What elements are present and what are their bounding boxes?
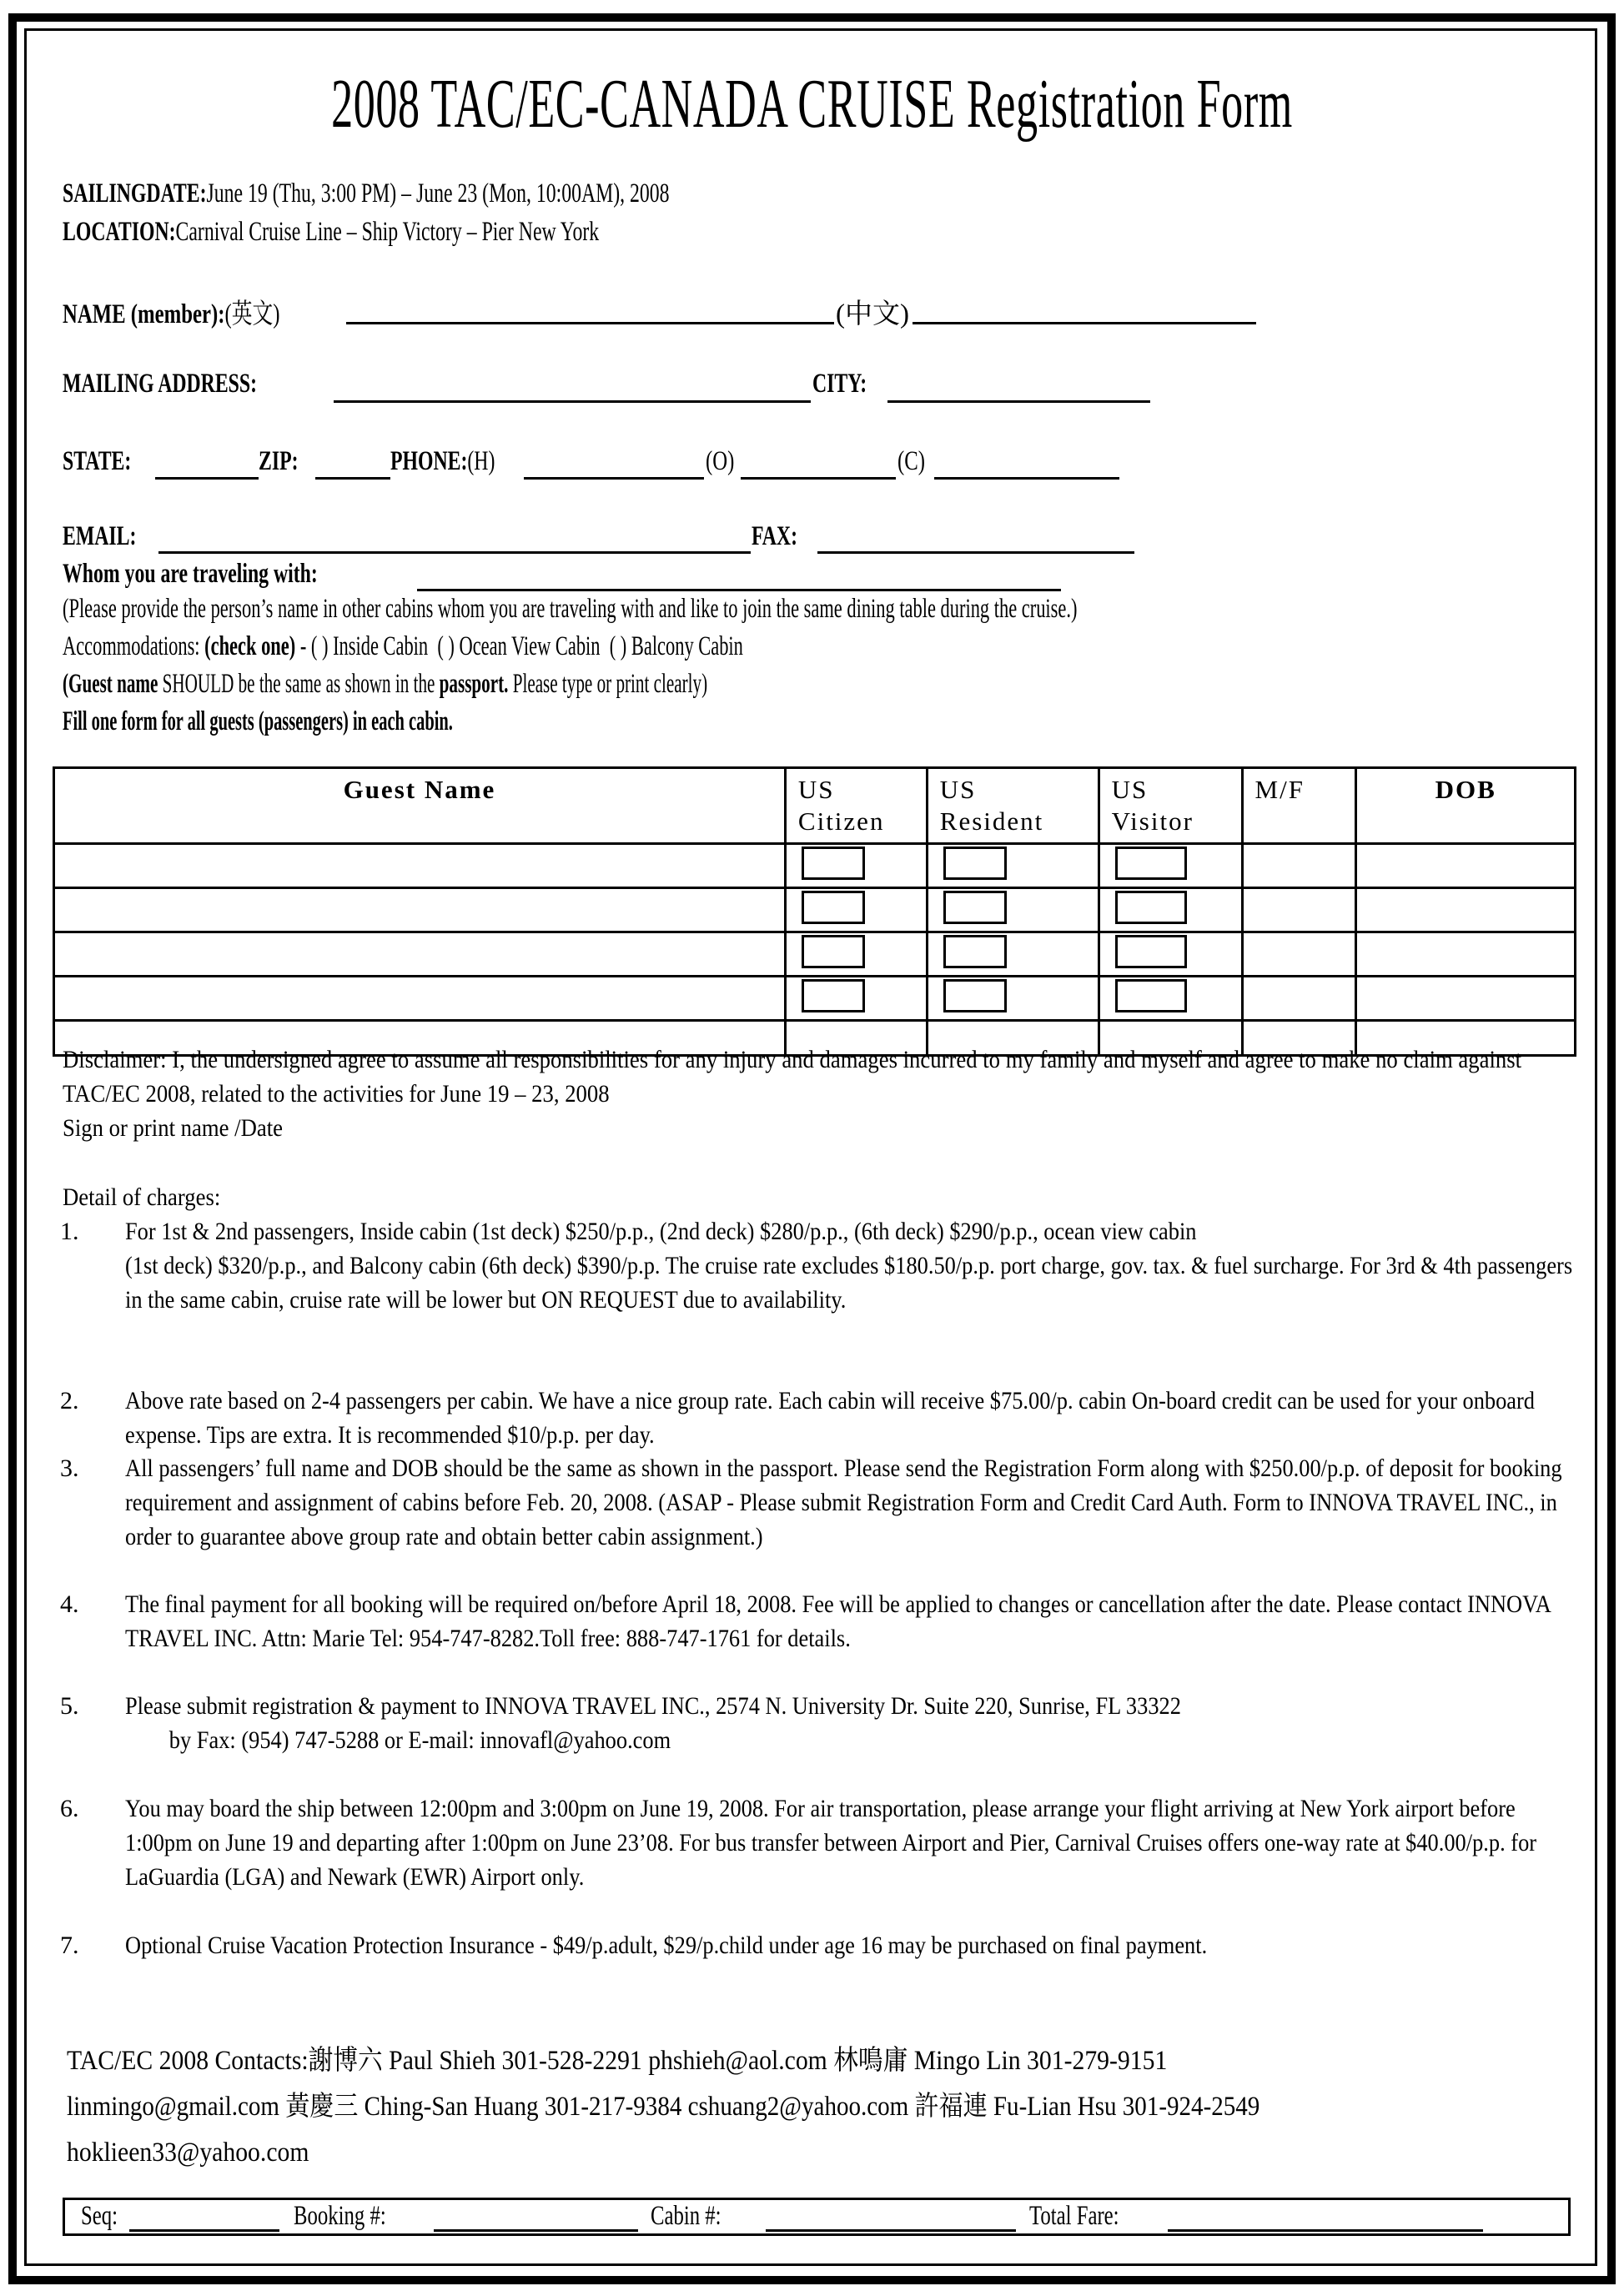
- guest-table: [53, 766, 1576, 1057]
- dob-cell[interactable]: [1356, 888, 1576, 932]
- guest-row: [54, 844, 1576, 888]
- phone-cell-label: (C): [897, 446, 925, 476]
- zip-field[interactable]: [315, 477, 390, 480]
- state-label-wrap: [63, 446, 158, 477]
- us-resident-checkbox[interactable]: [943, 979, 1007, 1012]
- guest-name-cell[interactable]: [54, 932, 786, 977]
- fax-label-wrap: [752, 521, 815, 552]
- us-visitor-cell[interactable]: [1099, 977, 1242, 1021]
- gender-cell[interactable]: [1242, 932, 1356, 977]
- total-fare-label: Total Fare:: [1029, 2201, 1119, 2231]
- city-label: CITY:: [812, 369, 867, 399]
- contacts-line-1: TAC/EC 2008 Contacts:謝博六 Paul Shieh 301-528-2291 phshieh@aol.com 林鳴庸 Mingo Lin 301-279-9151: [67, 2046, 1168, 2076]
- charge-item-4: 4. The final payment for all booking will be required on/before April 18, 2008. Fee will be applied to changes or cancellation after the date. Please contact INNOVA TRAVEL INC. Attn: Marie Tel: 954-747-8282.Toll free: 888-747-1761 for details.: [60, 1590, 1551, 1652]
- us-citizen-cell[interactable]: [785, 844, 927, 888]
- option-balcony-cabin[interactable]: ( ) Balcony Cabin: [609, 631, 743, 661]
- charge-item-5: 5. Please submit registration & payment to INNOVA TRAVEL INC., 2574 N. University Dr. Suite 220, Sunrise, FL 33322 by Fax: (954) 747-5288 or E-mail: innovafl@yahoo.com: [125, 1689, 1576, 1757]
- booking-field[interactable]: [434, 2229, 638, 2232]
- charge-item-1: 1. For 1st & 2nd passengers, Inside cabin (1st deck) $250/p.p., (2nd deck) $280/p.p., (6th deck) $290/p.p., ocean view cabin (1st deck) $320/p.p., and Balcony cabin (6th deck) $390/p.p. The cruise rate excludes $180.50/p.p. port charge, gov. tax. & fuel surcharge. For 3rd & 4th passengers in the same cabin, cruise rate will be lower but ON REQUEST due to availability.: [60, 1218, 1573, 1314]
- email-label-wrap: [63, 521, 165, 552]
- sailing-date-line: [63, 178, 906, 209]
- us-visitor-cell[interactable]: [1099, 932, 1242, 977]
- header-us-resident: US Resident: [927, 768, 1099, 844]
- header-dob: DOB: [1356, 768, 1576, 844]
- state-label: STATE:: [63, 446, 132, 476]
- charge-item-6: 6. You may board the ship between 12:00pm and 3:00pm on June 19, 2008. For air transportation, please arrange your flight arriving at New York airport before 1:00pm on June 19 and departing after 1:00pm on June 23’08. For bus transfer between Airport and Pier, Carnival Cruises offers one-way rate at $40.00/p.p. for LaGuardia (LGA) and Newark (EWR) Airport only.: [60, 1795, 1537, 1891]
- charge-item-3: 3. All passengers’ full name and DOB should be the same as shown in the passport. Please send the Registration Form along with $250.00/p.p. of deposit for booking requirement and assignment of cabins before Feb. 20, 2008. (ASAP - Please submit Registration Form and Credit Card Auth. Form to INNOVA TRAVEL INC., in order to guarantee above group rate and obtain better cabin assignment.): [60, 1454, 1562, 1550]
- phone-office-field[interactable]: [741, 477, 896, 480]
- form-title: 2008 TAC/EC-CANADA CRUISE Registration Form: [331, 65, 1293, 143]
- option-ocean-view-cabin[interactable]: ( ) Ocean View Cabin: [437, 631, 601, 661]
- guest-name-cell[interactable]: [54, 844, 786, 888]
- city-label-wrap: [812, 369, 887, 399]
- traveling-label-wrap: [63, 559, 417, 590]
- fax-field[interactable]: [817, 551, 1134, 554]
- guest-row: [54, 888, 1576, 932]
- header-us-visitor: US Visitor: [1099, 768, 1242, 844]
- location-line: [63, 217, 807, 248]
- dob-cell[interactable]: [1356, 932, 1576, 977]
- name-chinese-field[interactable]: [913, 322, 1256, 324]
- total-fare-field[interactable]: [1168, 2229, 1483, 2232]
- dob-cell[interactable]: [1356, 844, 1576, 888]
- zip-label-wrap: [259, 446, 314, 477]
- cabin-field[interactable]: [766, 2229, 1016, 2232]
- seq-label: Seq:: [81, 2201, 118, 2231]
- address-row: [63, 369, 333, 399]
- us-visitor-checkbox[interactable]: [1115, 979, 1187, 1012]
- us-visitor-checkbox[interactable]: [1115, 891, 1187, 924]
- traveling-note: (Please provide the person’s name in other cabins whom you are traveling with and like to join the same dining table during the cruise.): [63, 594, 1078, 624]
- header-guest-name: Guest Name: [54, 768, 786, 844]
- us-citizen-cell[interactable]: [785, 932, 927, 977]
- state-field[interactable]: [155, 477, 259, 480]
- charge-item-7: 7. Optional Cruise Vacation Protection Insurance - $49/p.adult, $29/p.child under age 16 may be purchased on final payment.: [60, 1932, 1208, 1959]
- us-resident-cell[interactable]: [927, 888, 1099, 932]
- cabin-label: Cabin #:: [651, 2201, 721, 2231]
- accommodations-row: Accommodations: (check one) - ( ) Inside Cabin ( ) Ocean View Cabin ( ) Balcony Cabin: [63, 631, 743, 661]
- guest-name-note: (Guest name SHOULD be the same as shown in the passport. Please type or print clearly): [63, 669, 708, 699]
- us-resident-checkbox[interactable]: [943, 935, 1007, 968]
- us-visitor-cell[interactable]: [1099, 888, 1242, 932]
- name-english-field[interactable]: [346, 322, 834, 324]
- name-english-label: (英文): [224, 299, 280, 329]
- us-citizen-cell[interactable]: [785, 888, 927, 932]
- seq-field[interactable]: [129, 2229, 279, 2232]
- phone-label-wrap: [390, 446, 535, 477]
- dob-cell[interactable]: [1356, 977, 1576, 1021]
- us-visitor-checkbox[interactable]: [1115, 847, 1187, 880]
- name-chinese-label: (中文): [836, 299, 909, 329]
- sign-line: Sign or print name /Date: [63, 1114, 283, 1142]
- guest-row: [54, 932, 1576, 977]
- sailing-date-label: SAILINGDATE:: [63, 178, 207, 208]
- contacts-line-2: linmingo@gmail.com 黃慶三 Ching-San Huang 301-217-9384 cshuang2@yahoo.com 許福連 Fu-Lian Hsu 301-924-2549: [67, 2092, 1260, 2122]
- us-resident-cell[interactable]: [927, 977, 1099, 1021]
- gender-cell[interactable]: [1242, 888, 1356, 932]
- guest-name-cell[interactable]: [54, 888, 786, 932]
- location-value: Carnival Cruise Line – Ship Victory – Pier New York: [175, 217, 600, 247]
- us-citizen-cell[interactable]: [785, 977, 927, 1021]
- name-row: [63, 292, 352, 331]
- guest-name-cell[interactable]: [54, 977, 786, 1021]
- guest-table-header: [54, 768, 1576, 844]
- accommodations-label: Accommodations:: [63, 631, 205, 661]
- us-visitor-checkbox[interactable]: [1115, 935, 1187, 968]
- gender-cell[interactable]: [1242, 844, 1356, 888]
- check-one-label: (check one): [204, 631, 296, 661]
- name-label: NAME (member):: [63, 299, 225, 329]
- city-field[interactable]: [887, 400, 1150, 403]
- charges-heading: Detail of charges:: [63, 1183, 221, 1211]
- option-inside-cabin[interactable]: ( ) Inside Cabin: [310, 631, 429, 661]
- phone-label: PHONE:: [390, 446, 468, 476]
- guest-row: [54, 977, 1576, 1021]
- us-citizen-checkbox[interactable]: [802, 979, 865, 1012]
- email-label: EMAIL:: [63, 521, 137, 551]
- traveling-with-field[interactable]: [417, 589, 1061, 591]
- us-citizen-checkbox[interactable]: [802, 847, 865, 880]
- us-citizen-checkbox[interactable]: [802, 935, 865, 968]
- header-us-citizen: US Citizen: [785, 768, 927, 844]
- us-resident-cell[interactable]: [927, 844, 1099, 888]
- us-visitor-cell[interactable]: [1099, 844, 1242, 888]
- fill-one-form-note: Fill one form for all guests (passengers) in each cabin.: [63, 706, 453, 736]
- phone-office-label: (O): [706, 446, 735, 476]
- charge-item-2: 2. Above rate based on 2-4 passengers per cabin. We have a nice group rate. Each cabin will receive $75.00/p. cabin On-board credit can be used for your onboard expense. Tips are extra. It is recommended $10/p.p. per day.: [60, 1387, 1536, 1449]
- us-resident-cell[interactable]: [927, 932, 1099, 977]
- fax-label: FAX:: [752, 521, 797, 551]
- zip-label: ZIP:: [259, 446, 299, 476]
- phone-home-field[interactable]: [524, 477, 704, 480]
- innova-fax-email: by Fax: (954) 747-5288 or E-mail: innovafl@yahoo.com: [168, 1726, 671, 1754]
- disclaimer-text: Disclaimer: I, the undersigned agree to assume all responsibilities for any injury and damages incurred to my family and myself and agree to make no claim against TAC/EC 2008, related to the activities for June 19 – 23, 2008: [63, 1046, 1522, 1108]
- us-resident-checkbox[interactable]: [943, 847, 1007, 880]
- sailing-date-value: June 19 (Thu, 3:00 PM) – June 23 (Mon, 10:00AM), 2008: [206, 178, 670, 208]
- header-mf: M/F: [1242, 768, 1356, 844]
- phone-cell-field[interactable]: [934, 477, 1119, 480]
- location-label: LOCATION:: [63, 217, 176, 247]
- phone-home-label: (H): [467, 446, 495, 476]
- us-citizen-checkbox[interactable]: [802, 891, 865, 924]
- mailing-address-label: MAILING ADDRESS:: [63, 369, 258, 399]
- disclaimer-block: [63, 1042, 1572, 1111]
- booking-label: Booking #:: [294, 2201, 386, 2231]
- us-resident-checkbox[interactable]: [943, 891, 1007, 924]
- email-field[interactable]: [158, 551, 751, 554]
- traveling-with-label: Whom you are traveling with:: [63, 559, 318, 589]
- mailing-address-field[interactable]: [334, 400, 811, 403]
- contacts-line-3: hoklieen33@yahoo.com: [67, 2138, 309, 2168]
- gender-cell[interactable]: [1242, 977, 1356, 1021]
